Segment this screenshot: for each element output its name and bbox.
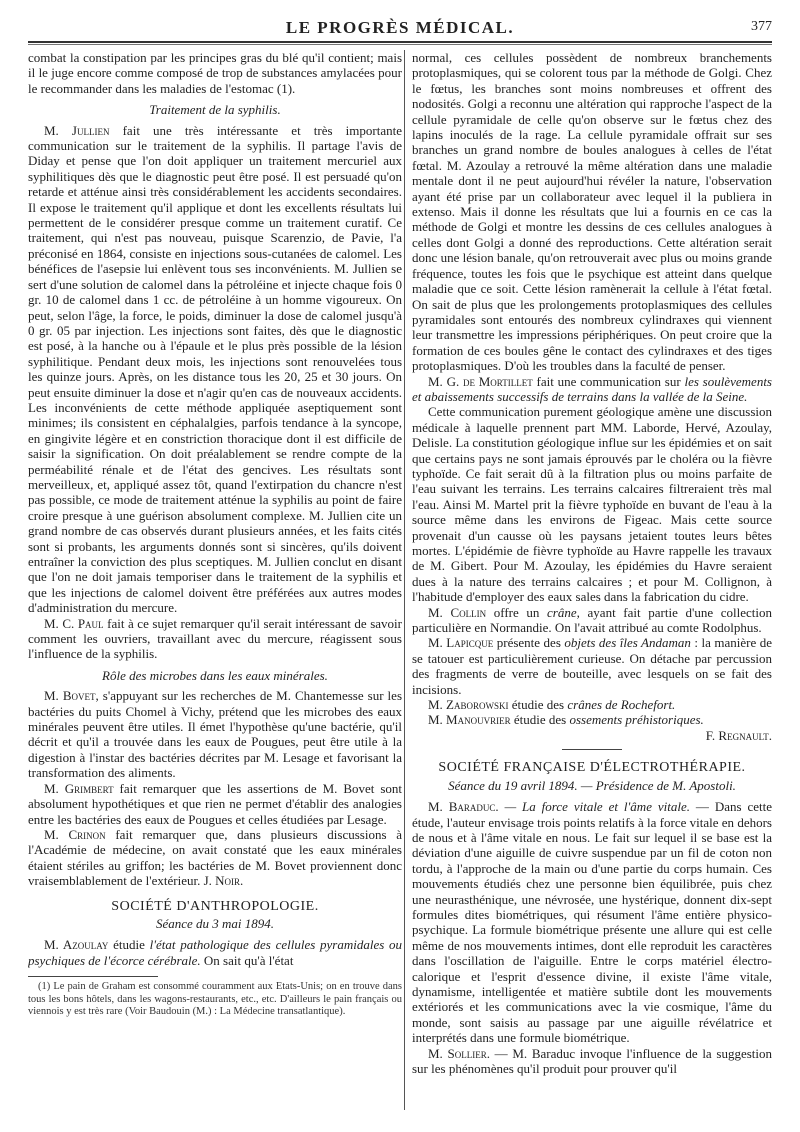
text-manouvrier-before: étudie des [510,712,570,728]
signature-noir: J. Noir. [203,873,244,889]
paragraph-azoulay [28,937,402,968]
paragraph-mortillet [412,374,772,405]
speaker-azoulay: M. Azoulay [44,937,109,953]
speaker-paul: M. C. Paul [44,615,104,631]
right-column [412,50,772,1120]
page-header [28,14,772,46]
paragraph-baraduc [412,799,772,1046]
text-azoulay-before: étudie [108,937,150,953]
text-crinon: fait remarquer que, dans plusieurs discussions à l'Académie de médecine, on avait constaté que les eaux minérales étaient stériles au griffon; les bactéries de M. Bovet proviennent donc vraisemblablement de l'extérieur. [28,826,402,889]
title-mortillet: les soulèvements et abaissements successifs de terrains dans la vallée de la Seine. [412,373,772,404]
speaker-collin: M. Collin [428,604,487,620]
speaker-bovet: M. Bovet [44,688,96,704]
speaker-baraduc: M. Baraduc. [428,799,499,815]
society-title-anthropologie: SOCIÉTÉ D'ANTHROPOLOGIE. [111,898,319,914]
title-collin: crâne, [547,604,580,620]
text-mortillet-before: fait une communication sur [532,373,685,389]
session-date-electrotherapie: Séance du 19 avril 1894. — Présidence de M. Apostoli. [448,777,736,793]
paragraph-manouvrier [412,712,772,727]
title-baraduc: — La force vitale et l'âme vitale. [498,799,691,815]
footnote-rule [28,976,158,977]
paragraph-azoulay-continued: normal, ces cellules possèdent de nombreux branchements protoplasmiques, qui se colorent tous par la méthode de Golgi. Chez le fœtus, les branches sont moins nombreuses et offrent des nodosités. Golgi a reconnu une altération qui rapproche l'aspect de la cellule pyramidale de celle qu'on observe sur le fœtus chez des lapins inoculés de la rage. La cellule pyramidale offrait sur ses branches un grand nombre de boules analogues à celles de l'état fœtal. M. Azoulay a retrouvé la même altération dans une maladie mentale dont il ne peut aujourd'hui révéler la nature, l'observation ayant été prise par un collaborateur avec lequel il la publiera in extenso. Mais il donne les résultats que lui a fournis en ce cas la méthode de Golgi et montre les dessins de ces cellules analogues à celles dont Golgi a donné des reproductions. Cette altération serait donc une lésion banale, qu'on retrouverait avec plus ou moins grande fréquence, toutes les fois que le psychique est atteint dans quelque maladie que ce soit. Cette lésion ramènerait la cellule à l'état fœtal. On sait de plus que les prolongements protoplasmiques des cellules pyramidales sont entourés des nombreux cylindraxes qui viennent leur transmettre les impressions périphériques. On peut croire que la formation de ces boules gêne le contact des cylindraxes et des tiges protoplasmiques. D'où les troubles dans la faculté de penser. [412,50,772,374]
text-lapicque-after: : la manière de se tatouer est particulièrement curieuse. On détache par percussion des fragments de verre de bouteille, avec lesquels on se fait des incisions. [412,635,772,697]
text-jullien: fait une très intéressante et très importante communication sur le traitement de la syphilis. Il partage l'avis de Diday et pense que l'on doit appliquer un traitement mercuriel aux syphilitiques dès que le diagnostic peut être posé. Il est persuadé qu'on retarde et atténue ainsi très considérablement les accidents secondaires. Il expose le traitement qu'il applique et dont les excellents résultats lui permettent de le considérer presque comme un traitement curatif. Ce traitement, qui n'est pas nouveau, puisque Scarenzio, de Pavie, l'a préconisé en 1864, consiste en injections sous-cutanées de calomel. Les bénéfices de l'asepsie lui enlèvent tous ses inconvénients. M. Jullien se sert d'une solution de calomel dans la pétroléine et injecte chaque fois 0 gr. 10 de calomel dans 1 cc. de pétroléine à un homme vigoureux. On peut, selon l'âge, la force, le poids, diminuer la dose de calomel jusqu'à 0 gr. 05 par injection. Les injections sont faites, dès que le diagnostic est posé, à la hanche ou à l'épaule et le plus près possible de la lésion syphilitique. Pendant deux mois, les injections sont renouvelées tous les quinze jours. Après, on les distance tous les 20, 25 et 30 jours. On peut ensuite diminuer la dose et n'agir qu'en cas de nouveaux accidents. Les inconvénients de cette méthode appliquée aseptiquement sont minimes; ils consistent en céphalalgies, parfois tendance à la syncope, en gingivite légère et en constriction thoracique dont il est difficile de saisir la signification. On doit préalablement se rendre compte de la perméabilité rénale et de l'état des gencives. Les résultats sont merveilleux, et, appliqué assez tôt, quand l'extirpation du chancre n'est pas possible, ce mode de traitement atténue la syphilis au point de faire croire presque à une guérison absolument complexe. M. Jullien cite un grand nombre de cas observés durant plusieurs années, et les faits cités sont si probants, les arguments donnés sont si sincères, qu'ils doivent entraîner la conviction des plus sceptiques. M. Jullien conclut en disant que l'on ne doit jamais temporiser dans le traitement de la syphilis et que les injections de calomel doivent être préférées aux autres modes d'administration du mercure. [28,122,402,616]
footnote: (1) Le pain de Graham est consommé couramment aux Etats-Unis; on en trouve dans tous les bons hôtels, dans les wagons-restaurants, etc., etc. D'ailleurs le pain français ou viennois y est très rare (Voir Baudouin (M.) : La Médecine transatlantique). [28,981,402,1018]
column-divider [404,50,405,1110]
text-sollier: — M. Baraduc invoque l'influence de la suggestion sur les phénomènes qu'il produit pour prouver qu'il [412,1045,772,1076]
title-lapicque: objets des îles Andaman [564,635,691,651]
speaker-zaborowski: M. Zaborowski [428,697,509,713]
left-column [28,50,402,1120]
text-baraduc: — Dans cette étude, l'auteur envisage trois points relatifs à la force vitale en dehors de nous et à l'âme vitale en nous. Le fait sur lequel il se base est la déviation d'une aiguille de cuivre suspendue par un fil de coton non tordu, à l'approche de la main ou d'une partie du corps humain. Ces mouvements étudiés chez une personne bien équilibrée, puis chez une neurasthénique, une névrosée, une hystérique, donnent dix-sept formules dites biométriques, qui résument l'âme entière physico-psychique. La formule biométrique présente une allure qui est celle même de nos mouvements intimes, dont elle reproduit les caractères dans l'oscillation de l'aiguille. Entre le corps matériel électro-calorique et l'esprit d'essence divine, il existe l'âme vitale, dynamisme, intelligentée et matière subtile dont les mouvements extériorés et les communications avec la vie cosmique, l'âme du monde, sont saisis au passage par une aiguille révélatrice et interprétés dans une formule biométrique. [412,799,772,1046]
speaker-crinon: M. Crinon [44,826,106,842]
paragraph-zaborowski [412,697,772,712]
paragraph-bovet [28,688,402,780]
title-azoulay: l'état pathologique des cellules pyramidales ou psychiques de l'écorce cérébrale. [28,937,402,968]
paragraph-geology: Cette communication purement géologique amène une discussion médicale à laquelle prennent part MM. Laborde, Hervé, Azoulay, Delisle. La constitution géologique influe sur les épidémies et on sait que certains pays ne sont jamais éprouvés par le choléra ou la fièvre typhoïde. Ce fait serait dû à la filtration plus ou moins parfaite de l'eau suivant les terrains. Les terrains calcaires filtreraient très mal l'eau. Ainsi M. Martel prit la fièvre typhoïde en buvant de l'eau à la source même dans les environs de Figeac. Mais cette source provenait d'un causse où les paysans jetaient toutes leurs bêtes mortes. L'épidémie de fièvre typhoïde au Havre rappelle les travaux de M. Gibert. Pour M. Azoulay, les épidémies du Havre seraient dues à la nature des terrains calcaires ; et pour M. Collignon, à l'habitude d'employer des eaux sales dans la fabrication du cidre. [412,404,772,605]
journal-title: LE PROGRÈS MÉDICAL. [285,18,515,37]
speaker-sollier: M. Sollier. [428,1045,490,1061]
title-manouvrier: ossements préhistoriques. [569,712,704,728]
speaker-manouvrier: M. Manouvrier [428,712,511,728]
speaker-grimbert: M. Grimbert [44,780,114,796]
session-date-anthropologie: Séance du 3 mai 1894. [155,915,275,931]
text-bovet: , s'appuyant sur les recherches de M. Chantemesse sur les bactéries du puits Chomel à Vichy, prétend que les microbes des eaux minérales peuvent être utiles. Il émet l'hypothèse qu'une bactérie, qu'il décrit et qu'il a trouvée dans les eaux de Pougues, peut être utile à la digestion à l'instar des bactéries décrites par M. Lesage et favorisant la transformation des aliments. [28,688,402,781]
paragraph-paul [28,616,402,662]
paragraph-crinon [28,827,402,889]
section-title-microbes: Rôle des microbes dans les eaux minérales. [102,667,328,683]
paragraph-lapicque [412,635,772,697]
paragraph-collin [412,605,772,636]
text-collin-after: ayant fait partie d'une collection particulière en Normandie. On l'avait attribué au comte Rodolphus. [412,604,772,636]
paragraph-jullien [28,123,402,616]
text-collin-before: offre un [486,604,548,620]
text-azoulay-after: On sait qu'à l'état [200,952,294,968]
speaker-lapicque: M. Lapicque [428,635,494,651]
paragraph-grimbert [28,781,402,827]
header-rule [28,41,772,45]
text-grimbert: fait remarquer que les assertions de M. Bovet sont absolument hypothétiques et que rien ne permet d'établir des analogies entre les bactéries des eaux de Pougues et celles étudiées par Lesage. [28,780,402,827]
society-title-electrotherapie: SOCIÉTÉ FRANÇAISE D'ÉLECTROTHÉRAPIE. [438,760,746,776]
text-lapicque-before: présente des [493,635,565,651]
section-title-syphilis: Traitement de la syphilis. [149,102,281,118]
speaker-mortillet: M. G. de Mortillet [428,373,533,389]
text-zaborowski-before: étudie des [508,697,568,713]
title-zaborowski: crânes de Rochefort. [567,697,676,713]
section-separator [562,749,622,750]
paragraph-intro: combat la constipation par les principes gras du blé qu'il contient; mais il le juge encore comme composé de trop de substances amylacées pour le recommander dans les maladies de l'estomac (1). [28,50,402,96]
paragraph-sollier [412,1046,772,1077]
signature-regnault: F. Regnault. [705,727,772,743]
page-number: 377 [751,19,772,34]
text-paul: fait à ce sujet remarquer qu'il serait intéressant de savoir comment les ouvriers, travaillant avec du mercure, réagissent sous l'influence de la syphilis. [28,615,402,662]
speaker-jullien: M. Jullien [44,122,110,138]
